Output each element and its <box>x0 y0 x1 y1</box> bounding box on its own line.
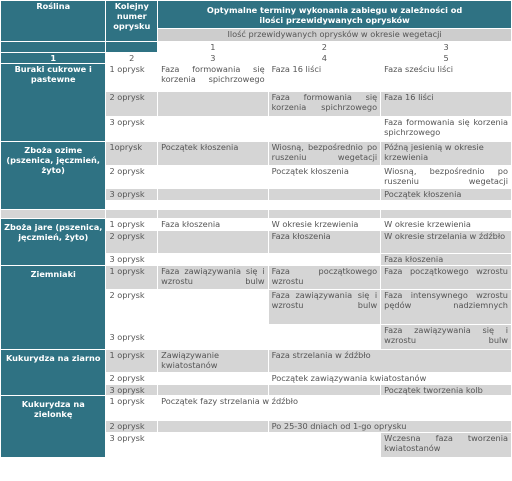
crop-sugar-beet: Buraki cukrowe i pastewne <box>1 64 105 141</box>
header-optimal-terms: Optymalne terminy wykonania zabiegu w zależności od ilości przewidywanych oprysków <box>158 1 511 28</box>
spray-label: 1 oprysk <box>106 219 157 230</box>
spray-label: 2 oprysk <box>106 92 157 116</box>
table-cell: Faza formowania się korzenia spichrzowego <box>269 92 381 116</box>
table-cell <box>158 231 268 253</box>
table-cell: Faza kłoszenia <box>158 219 268 230</box>
table-cell: Faza zawiązywania się i wzrostu bulw <box>158 266 268 289</box>
table-cell <box>269 325 381 349</box>
table-cell <box>158 254 268 265</box>
separator-cell <box>381 210 511 218</box>
table-cell <box>269 117 381 141</box>
table-cell <box>269 189 381 200</box>
spray-label: 2 oprysk <box>106 290 157 324</box>
sub-number: 2 <box>269 42 381 52</box>
header-spray-number: Kolejny numer oprysku <box>106 1 157 41</box>
spray-label: 1 oprysk <box>106 266 157 289</box>
sub-number: 1 <box>158 42 268 52</box>
separator-cell <box>106 210 157 218</box>
table-cell <box>269 254 381 265</box>
table-cell: Faza zawiązywania się i wzrostu bulw <box>381 325 511 349</box>
table-cell: Początek tworzenia kolb <box>381 385 511 395</box>
table-cell: W okresie strzelania w źdźbło <box>381 231 511 253</box>
table-cell <box>158 290 268 324</box>
table-cell: Faza 16 liści <box>269 64 381 91</box>
crop-potatoes: Ziemniaki <box>1 266 105 349</box>
table-cell: Faza początkowego wzrostu <box>269 266 381 289</box>
column-number: 2 <box>106 53 157 63</box>
table-cell <box>158 325 268 349</box>
table-cell: Faza zawiązywania się i wzrostu bulw <box>269 290 381 324</box>
crop-grain-maize: Kukurydza na ziarno <box>1 350 105 395</box>
table-cell: W okresie krzewienia <box>269 219 381 230</box>
spacer-cell <box>269 201 381 209</box>
table-cell: Faza kłoszenia <box>269 231 381 253</box>
crop-green-maize: Kukurydza na zielonkę <box>1 396 105 457</box>
spray-label: 3 oprysk <box>106 254 157 265</box>
spray-label: 3 oprysk <box>106 117 157 141</box>
table-cell: Po 25-30 dniach od 1-go oprysku <box>269 421 511 432</box>
header-blank <box>1 42 105 52</box>
spray-label: 1 oprysk <box>106 64 157 91</box>
spray-label: 2 oprysk <box>106 231 157 253</box>
table-cell: Wczesna faza tworzenia kwiatostanów <box>381 433 511 457</box>
table-cell: Faza formowania się korzenia spichrzowego <box>381 117 511 141</box>
column-number: 1 <box>1 53 105 63</box>
spray-label: 1 oprysk <box>106 350 157 372</box>
table-cell: Faza formowania się korzenia spichrzowego <box>158 64 268 91</box>
table-cell: Wiosną, bezpośrednio po ruszeniu wegetacji <box>381 166 511 188</box>
table-cell: Początek kłoszenia <box>381 189 511 200</box>
column-number: 5 <box>381 53 511 63</box>
sub-number: 3 <box>381 42 511 52</box>
table-cell: Faza sześciu liści <box>381 64 511 91</box>
spray-label: 2 oprysk <box>106 166 157 188</box>
table-cell: Faza intensywnego wzrostu pędów nadziemnych <box>381 290 511 324</box>
spray-label: 3 oprysk <box>106 433 157 457</box>
header-plant: Roślina <box>1 1 105 41</box>
table-cell <box>269 385 381 395</box>
table-cell <box>158 166 268 188</box>
header-sprays-count: Ilość przewidywanych oprysków w okresie wegetacji <box>158 29 511 41</box>
table-cell: Faza początkowego wzrostu <box>381 266 511 289</box>
table-cell: Późną jesienią w okresie krzewienia <box>381 142 511 165</box>
spray-label: 2 oprysk <box>106 373 157 384</box>
spacer-cell <box>158 201 268 209</box>
spacer-cell <box>106 201 157 209</box>
spray-label: 1oprysk <box>106 142 157 165</box>
spacer-cell <box>381 201 511 209</box>
table-cell: Początek zawiązywania kwiatostanów <box>269 373 511 384</box>
column-number: 3 <box>158 53 268 63</box>
table-cell <box>158 373 268 384</box>
column-number: 4 <box>269 53 381 63</box>
table-cell <box>269 433 381 457</box>
table-cell: Faza kłoszenia <box>381 254 511 265</box>
table-cell: Początek kłoszenia <box>158 142 268 165</box>
spray-label: 3 oprysk <box>106 385 157 395</box>
table-cell <box>158 92 268 116</box>
crop-winter-cereals: Zboża ozime (pszenica, jęczmień, żyto) <box>1 142 105 209</box>
header-blank <box>106 42 157 52</box>
table-cell <box>158 117 268 141</box>
table-cell: Wiosną, bezpośrednio po ruszeniu wegetacji <box>269 142 381 165</box>
separator-cell <box>269 210 381 218</box>
separator-cell <box>158 210 268 218</box>
table-cell <box>158 421 268 432</box>
table-cell <box>158 385 268 395</box>
spray-label: 3 oprysk <box>106 189 157 200</box>
table-cell: Faza 16 liści <box>381 92 511 116</box>
spray-label: 3 oprysk <box>106 325 157 349</box>
table-cell <box>158 433 268 457</box>
table-cell: Początek kłoszenia <box>269 166 381 188</box>
table-cell <box>158 189 268 200</box>
crop-spring-cereals: Zboża jare (pszenica, jęczmień, żyto) <box>1 219 105 265</box>
table-cell: Zawiązywanie kwiatostanów <box>158 350 268 372</box>
table-cell: Początek fazy strzelania w źdźbło <box>158 396 511 420</box>
spray-label: 1 oprysk <box>106 396 157 420</box>
spray-label: 2 oprysk <box>106 421 157 432</box>
separator-cell <box>1 210 105 218</box>
table-cell: W okresie krzewienia <box>381 219 511 230</box>
table-cell: Faza strzelania w źdźbło <box>269 350 511 372</box>
